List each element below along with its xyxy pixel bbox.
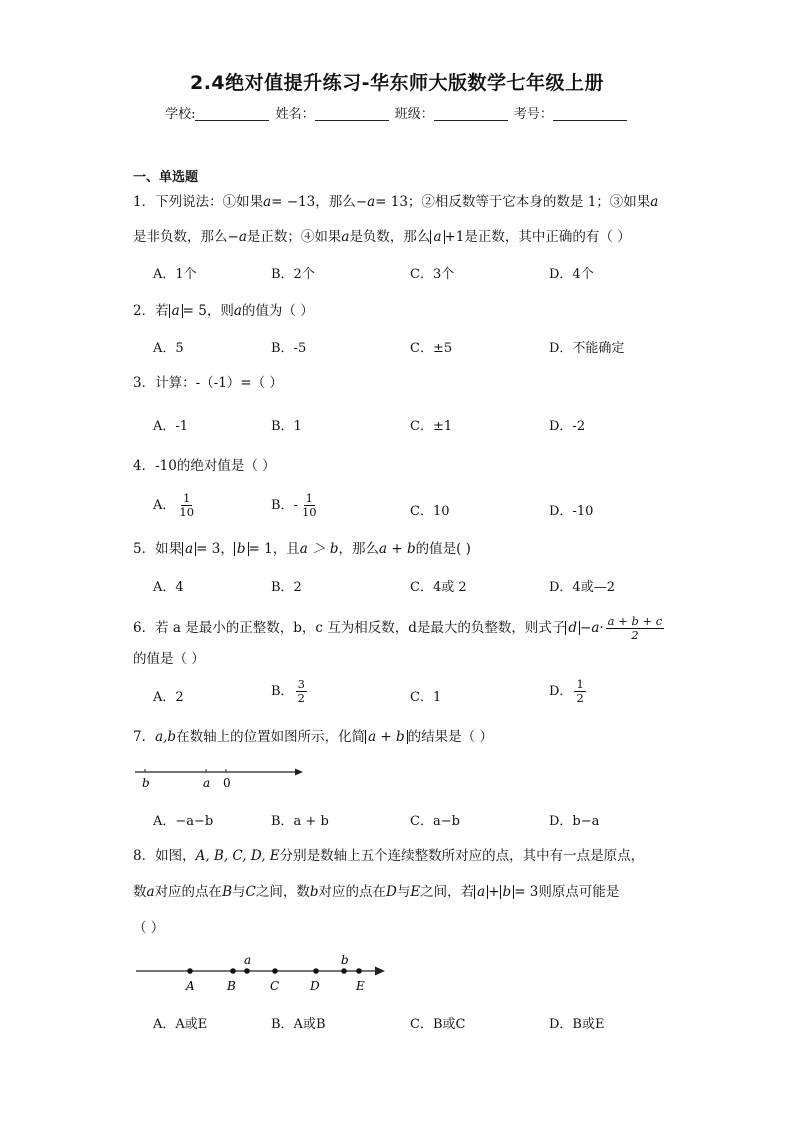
numerator: 3	[297, 677, 305, 691]
q5-text: 的值是( )	[415, 541, 471, 557]
q1-text: +1是正数，其中正确的有（ ）	[444, 229, 631, 245]
label-E: E	[356, 979, 365, 993]
option-b[interactable]: B．a + b	[271, 814, 329, 829]
q8-text: 之间，若	[420, 884, 475, 900]
point-E	[356, 968, 362, 974]
option-d[interactable]: D．不能确定	[549, 341, 625, 356]
q5-text: = 1，且	[248, 541, 300, 557]
option-d[interactable]: D．4个	[549, 267, 594, 282]
q6-abs: d	[565, 621, 580, 635]
question-8-options	[153, 1013, 673, 1033]
label-zero: 0	[223, 776, 231, 790]
class-label: 班级：	[394, 107, 434, 122]
q2-var: a	[233, 303, 242, 319]
label-a: a	[244, 953, 252, 967]
fraction	[300, 492, 319, 519]
question-8-line-2	[133, 882, 619, 902]
q2-text: = 5，则	[182, 303, 234, 319]
question-3: 3．计算：-（-1）=（ ）	[133, 375, 283, 391]
label-b: b	[142, 776, 150, 790]
option-c[interactable]: C．B或C	[410, 1017, 466, 1032]
q8-text: 之间，数	[255, 884, 310, 900]
q8-text: +	[488, 884, 500, 900]
q7-text: 在数轴上的位置如图所示，化简	[176, 729, 366, 745]
option-d[interactable]: D．b−a	[549, 814, 600, 829]
fraction	[177, 492, 196, 519]
q5-abs: b	[234, 542, 249, 556]
question-6-line-2: 的值是（ ）	[133, 651, 205, 667]
q6-var: a·	[591, 620, 604, 636]
point-B	[230, 968, 236, 974]
q8-text: 分别是数轴上五个连续整数所对应的点，其中有一点是原点，	[279, 848, 645, 864]
option-b[interactable]: B．-5	[271, 341, 307, 356]
q6-text: −	[580, 620, 592, 636]
option-c[interactable]: C．a−b	[410, 814, 460, 829]
q1-text: 是非负数，那么−	[133, 229, 239, 245]
label-C: C	[270, 979, 280, 993]
class-blank[interactable]	[434, 106, 508, 121]
option-b[interactable]: B．A或B	[271, 1017, 326, 1032]
question-1-line-2	[133, 227, 631, 247]
q1-var: a	[341, 229, 350, 245]
option-d-label: D．	[549, 684, 573, 699]
q8-abs: a	[474, 885, 488, 899]
denominator: 2	[576, 691, 584, 705]
q5-var: a + b	[379, 541, 416, 557]
q8-text: 对应的点在	[318, 884, 386, 900]
option-a-label: A．	[153, 498, 176, 513]
option-b[interactable]	[271, 492, 321, 519]
q8-number-line	[133, 950, 393, 995]
label-A: A	[186, 979, 195, 993]
q8-var: C	[245, 884, 256, 900]
option-a[interactable]: A．−a−b	[153, 814, 214, 829]
denominator: 10	[301, 505, 317, 519]
option-b-label: B．	[271, 684, 294, 699]
q8-text: 数	[133, 884, 147, 900]
q7-number-line	[133, 762, 308, 792]
q7-abs: a + b	[365, 730, 408, 744]
option-c[interactable]: C．1	[410, 690, 442, 705]
question-5	[133, 539, 471, 559]
option-d[interactable]: D．-2	[549, 419, 586, 434]
option-b-label: B．-	[271, 498, 298, 513]
question-7	[133, 727, 493, 747]
option-a[interactable]: A．1个	[153, 267, 197, 282]
name-label: 姓名：	[275, 107, 315, 122]
option-b[interactable]: B．2个	[271, 267, 315, 282]
option-d[interactable]: D．4或—2	[549, 580, 615, 595]
option-b[interactable]	[271, 678, 309, 705]
q1-text: = −13，那么−	[271, 194, 368, 210]
q1-text: 是负数，那么	[349, 229, 431, 245]
numerator: 1	[183, 491, 191, 505]
number-blank[interactable]	[553, 106, 627, 121]
option-a[interactable]	[153, 492, 198, 519]
q8-var: D	[385, 884, 397, 900]
q7-text: 7．	[133, 729, 156, 745]
point-C	[272, 968, 278, 974]
label-D: D	[310, 979, 320, 993]
fraction	[574, 678, 585, 705]
numerator: 1	[576, 677, 584, 691]
label-a: a	[203, 776, 211, 790]
label-b: b	[341, 953, 349, 967]
question-6-line-1	[133, 614, 666, 642]
option-a[interactable]: A．-1	[153, 419, 189, 434]
q1-var: a	[650, 194, 659, 210]
q1-text: 1．下列说法：①如果	[133, 194, 264, 210]
arrow-head	[295, 769, 303, 776]
option-d[interactable]: D．B或E	[549, 1017, 605, 1032]
option-d[interactable]: D．-10	[549, 504, 594, 519]
q1-var: a	[263, 194, 272, 210]
q8-text: = 3则原点可能是	[514, 884, 620, 900]
numerator: 1	[305, 491, 313, 505]
q5-abs: a	[182, 542, 196, 556]
number-label: 考号：	[513, 107, 553, 122]
option-b[interactable]: B．1	[271, 419, 302, 434]
denominator: 10	[179, 505, 195, 519]
q8-text: 对应的点在	[154, 884, 223, 900]
q6-text: 6．若 a 是最小的正整数，b，c 互为相反数，d是最大的负整数，则式子	[133, 620, 566, 636]
label-B: B	[227, 979, 236, 993]
q1-text: = 13；②相反数等于它本身的数是 1；③如果	[375, 194, 651, 210]
q8-text: 与	[231, 884, 246, 900]
option-c[interactable]: C．±5	[410, 341, 453, 356]
option-d[interactable]	[549, 678, 588, 705]
q5-text: = 3，	[196, 541, 234, 557]
question-2-options	[153, 337, 673, 357]
question-6-options	[153, 678, 673, 712]
q1-var: a	[238, 229, 247, 245]
school-label: 学校:	[165, 107, 196, 122]
q8-var: b	[309, 884, 319, 900]
q8-abs: b	[500, 885, 515, 899]
school-blank[interactable]	[195, 106, 269, 121]
q7-var: a,b	[155, 729, 177, 745]
question-2	[133, 301, 314, 321]
option-c[interactable]: C．10	[410, 504, 450, 519]
q1-abs: a	[430, 230, 444, 244]
student-info-line	[0, 103, 794, 122]
point-D	[313, 968, 319, 974]
q7-text: 的结果是（ ）	[407, 729, 493, 745]
q5-text: ，那么	[338, 541, 379, 557]
q8-text: 与	[396, 884, 411, 900]
q2-text: 的值为（ ）	[241, 303, 314, 319]
question-8-line-1	[133, 846, 644, 866]
option-a[interactable]: A．5	[153, 341, 184, 356]
q1-text: 是正数；④如果	[246, 229, 342, 245]
question-4-options	[153, 492, 673, 526]
name-blank[interactable]	[315, 106, 389, 121]
option-c[interactable]: C．3个	[410, 267, 455, 282]
question-1-options	[153, 263, 673, 283]
option-a[interactable]: A．4	[153, 580, 184, 595]
denominator: 2	[631, 628, 639, 642]
option-a[interactable]: A．2	[153, 690, 184, 705]
q8-var: A, B, C, D, E	[195, 848, 280, 864]
option-a[interactable]: A．A或E	[153, 1017, 208, 1032]
fraction	[296, 678, 307, 705]
numerator: a + b + c	[607, 614, 663, 628]
option-b[interactable]: B．2	[271, 580, 302, 595]
question-4: 4．-10的绝对值是（ ）	[133, 458, 276, 474]
q8-text: 8．如图，	[133, 848, 196, 864]
q8-var: E	[410, 884, 421, 900]
q8-var: a	[146, 884, 155, 900]
page-title: 2.4绝对值提升练习-华东师大版数学七年级上册	[189, 72, 605, 94]
point-b	[341, 968, 347, 974]
denominator: 2	[297, 691, 305, 705]
option-c[interactable]: C．4或 2	[410, 580, 467, 595]
question-3-options	[153, 415, 673, 435]
q1-var: a	[367, 194, 376, 210]
q8-var: B	[222, 884, 232, 900]
question-1-line-1	[133, 192, 658, 212]
arrow-head	[375, 967, 385, 976]
point-A	[187, 968, 193, 974]
point-a	[244, 968, 250, 974]
question-7-options	[153, 810, 673, 830]
q2-text: 2．若	[133, 303, 169, 319]
section-heading: 一、单选题	[133, 170, 199, 185]
question-8-line-3: （ ）	[133, 920, 165, 936]
question-5-options	[153, 576, 673, 596]
option-c[interactable]: C．±1	[410, 419, 453, 434]
q5-var: a ＞ b	[299, 541, 339, 557]
q2-abs: a	[169, 304, 183, 318]
q5-text: 5．如果	[133, 541, 183, 557]
q6-fraction	[606, 615, 665, 642]
